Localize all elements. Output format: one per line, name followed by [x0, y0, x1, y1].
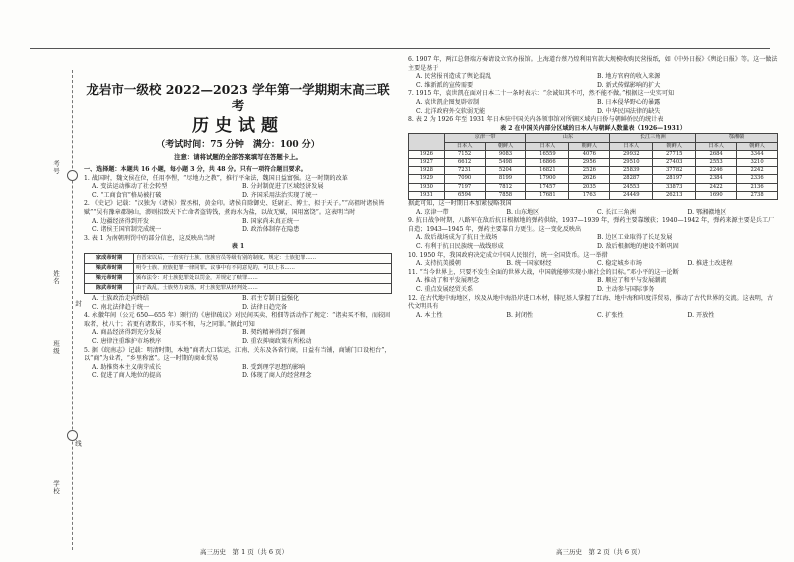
table-cell: 颁布法令：对士族犯罪处以罚金，并规定了赎罪…… — [134, 273, 392, 283]
header-cell — [409, 134, 445, 150]
table-cell: 24553 — [610, 183, 653, 191]
table-row — [409, 150, 778, 158]
table-cell: 7812 — [485, 183, 526, 191]
option: D. 中华民国法律的缺失 — [597, 107, 661, 115]
question-4-options — [84, 329, 392, 346]
page-footer-1: 高三历史 第 1 页（共 6 页） — [200, 548, 289, 556]
table-cell: 2738 — [737, 191, 778, 199]
header-cell: 日本人 — [526, 142, 569, 150]
table-cell: 27403 — [653, 158, 696, 166]
table-row — [409, 175, 778, 183]
option: D. 主动参与国际事务 — [597, 285, 655, 293]
option: D. 齐国采用法治实现了统一 — [242, 191, 318, 199]
header-cell: 朝鲜人 — [737, 142, 778, 150]
table-cell: 由于战乱，士族势力衰落，对士族犯罪从轻判处…… — [134, 283, 392, 293]
option: B. 分封制促进了区域经济发展 — [242, 183, 324, 191]
table-cell: 28287 — [610, 175, 653, 183]
exam-notice: 注意：请将试题的全部答案填写在答题卡上。 — [174, 153, 302, 161]
table-header-row — [409, 134, 778, 142]
table-cell: 1690 — [696, 191, 737, 199]
table-cell: 7858 — [485, 191, 526, 199]
question-5-stem: 5. 据《皖南志》记载：明清时期，本地“商者大口装运，江南、关东及各省行商，日益有当铺，商铺门口设柜台”，以“商”为业者，“乡里称富”。这一时期的商业贸易 — [84, 346, 391, 363]
table-cell: 9083 — [485, 150, 526, 158]
option: D. 鄂湘赣地区 — [687, 208, 727, 216]
table-cell: 17900 — [526, 175, 569, 183]
option: A. 边疆经济得到开发 — [92, 217, 150, 225]
left-column — [84, 56, 392, 381]
table-cell: 1763 — [569, 191, 610, 199]
table-cell: 6594 — [444, 191, 485, 199]
option: D. 法律日趋完备 — [242, 303, 288, 311]
table-cell: 26213 — [653, 191, 696, 199]
table-1 — [84, 253, 392, 294]
question-3-options — [84, 295, 392, 312]
option: C. 扩张性 — [597, 311, 624, 319]
year-cell: 1930 — [409, 183, 445, 191]
option: B. 山东地区 — [506, 208, 540, 216]
table-cell: 7152 — [444, 150, 485, 158]
header-cell: 长江三角洲 — [610, 134, 696, 142]
page-footer-2: 高三历史 第 2 页（共 6 页） — [556, 548, 645, 556]
table-cell: 6612 — [444, 158, 485, 166]
table-cell: 2422 — [696, 183, 737, 191]
option: B. 契约精神得到了强调 — [242, 329, 306, 337]
header-cell: 朝鲜人 — [485, 142, 526, 150]
binding-dashed-line — [72, 70, 73, 550]
top-rule — [30, 48, 770, 49]
table-cell: 2526 — [569, 167, 610, 175]
year-cell: 1928 — [409, 167, 445, 175]
table-cell: 2956 — [569, 158, 610, 166]
table-row — [409, 183, 778, 191]
question-10-options — [408, 260, 778, 269]
table-2-caption: 表 2 在中国关内部分区域的日本人与朝鲜人数量表（1926—1931） — [500, 124, 686, 132]
question-8-stem: 8. 表 2 为 1926 年至 1931 年日本驻中国关内各领事馆对所辖区域内日侨与朝鲜侨民的统计表 — [408, 116, 664, 124]
table-cell: 16559 — [526, 150, 569, 158]
header-cell: 日本人 — [610, 142, 653, 150]
option: A. 京津一带 — [416, 208, 449, 216]
year-cell: 1929 — [409, 175, 445, 183]
table-cell: 明令士族、庶族犯罪一律同罪。议事中有不同意见的，可以上书…… — [134, 263, 392, 273]
table-cell: 5204 — [485, 167, 526, 175]
option: D. 新式传媒影响的扩大 — [597, 81, 661, 89]
table-cell: 7090 — [444, 175, 485, 183]
year-cell: 1931 — [409, 191, 445, 199]
option: B. 统一国家财经 — [506, 260, 552, 268]
question-8-note: 据此可知，这一时期日本加紧侵略我国 — [408, 199, 512, 207]
table-row — [409, 158, 778, 166]
option: C. 促进了商人地位的提高 — [92, 372, 162, 380]
table-cell: 4076 — [569, 150, 610, 158]
mark-feng: 封 — [74, 300, 82, 308]
table-header-row — [409, 142, 778, 150]
table-cell: 2626 — [569, 175, 610, 183]
label-xingming: 姓名 — [52, 270, 60, 285]
option: C. 北洋政府外交软弱无能 — [416, 107, 486, 115]
option: B. 封闭性 — [506, 311, 534, 319]
label-kaohao: 考号 — [52, 160, 60, 175]
option: D. 推进土改进程 — [687, 260, 733, 268]
option: B. 受到理学思想的影响 — [242, 363, 306, 371]
table-cell: 3344 — [737, 150, 778, 158]
option: B. 国家尚未真正统一 — [242, 217, 300, 225]
table-cell: 自晋宋以后，一直实行士族、庶族官员等级有别的制度。规定：士族犯罪…… — [134, 253, 392, 263]
table-2 — [408, 133, 778, 200]
option: C. 有利于抗日民族统一战线形成 — [416, 242, 504, 250]
label-xiao: 学校 — [52, 480, 60, 495]
table-cell: 24449 — [610, 191, 653, 199]
option: A. 袁世凯企图复辟帝制 — [416, 98, 480, 106]
question-3-stem: 3. 表 1 为南朝刑罚中的部分信息，这反映出当时 — [84, 234, 216, 242]
question-9-stem: 9. 抗日战争时期，八路军在敌后抗日根据地的弹药供给，1937—1939 年，弹药主要靠缴获；1940—1942 年，弹药来源主要是兵工厂自造；1943—1945 年，弹药主要靠自力更生。这一变化反映出 — [408, 217, 775, 233]
table-cell: 29510 — [610, 158, 653, 166]
table-cell: 2684 — [696, 150, 737, 158]
header-cell: 京津一带 — [444, 134, 526, 142]
table-row — [85, 253, 392, 263]
option: A. 推动了和平发展理念 — [416, 277, 480, 285]
question-5-options — [84, 364, 392, 381]
option: B. 君主专制日益强化 — [242, 294, 300, 302]
table-cell: 梁元帝时期 — [85, 273, 134, 283]
option: A. 本土性 — [416, 311, 443, 319]
table-cell: 37782 — [653, 167, 696, 175]
table-cell: 33873 — [653, 183, 696, 191]
question-10-stem: 10. 1950 年，我国政府决定成立中国人民银行，统一全国货币。这一举措 — [408, 251, 608, 259]
table-cell: 2136 — [737, 183, 778, 191]
question-2-options — [84, 218, 392, 235]
table-cell: 梁武帝时期 — [85, 263, 134, 273]
year-cell: 1927 — [409, 158, 445, 166]
option: C. 长江三角洲 — [597, 208, 636, 216]
table-row — [85, 273, 392, 283]
table-cell: 2242 — [737, 167, 778, 175]
table-1-caption: 表 1 — [231, 243, 245, 251]
option: A. 士族政治走向终结 — [92, 294, 150, 302]
option: C. 诸侯王国官制完成统一 — [92, 226, 162, 234]
option: B. 日本侵华野心的暴露 — [597, 98, 661, 106]
question-12-stem: 12. 在古代地中海地区，埃及从地中海沿岸进口木材，腓尼基人掌握了红海、地中海和印度洋贸易，推动了古代世界的交流。这表明，古代文明具有 — [408, 294, 774, 311]
header-cell: 日本人 — [444, 142, 485, 150]
table-cell: 16866 — [526, 158, 569, 166]
question-11-options — [408, 277, 778, 294]
table-row — [85, 283, 392, 293]
subject-title: 历史试题 — [192, 116, 284, 136]
binding-circle — [67, 430, 78, 441]
table-cell: 27715 — [653, 150, 696, 158]
option: D. 敌后根据地的建设不断巩固 — [597, 242, 679, 250]
table-cell: 17457 — [526, 183, 569, 191]
table-cell: 家成帝时期 — [85, 253, 134, 263]
exam-info: （考试时间：75 分钟 满分：100 分） — [156, 140, 320, 150]
option: B. 地方官府的收入来源 — [597, 73, 661, 81]
section-heading: 一、选择题：本题共 16 小题，每小题 3 分，共 48 分。只有一项符合题目要求。 — [84, 166, 307, 173]
mark-xian: 线 — [74, 440, 82, 448]
option: C. 稳定城乡市场 — [597, 260, 642, 268]
table-cell: 7231 — [444, 167, 485, 175]
table-cell: 5498 — [485, 158, 526, 166]
label-ban: 班级 — [52, 340, 60, 355]
option: C. 重点发展经贸关系 — [416, 285, 474, 293]
question-12-options — [408, 312, 778, 321]
year-cell: 1926 — [409, 150, 445, 158]
table-2-body — [409, 150, 778, 199]
exam-title: 龙岩市一级校 2022—2023 学年第一学期期末高三联考 — [86, 82, 390, 113]
option: B. 边区工业取得了长足发展 — [597, 234, 673, 242]
question-8-options — [408, 209, 778, 218]
table-cell: 17681 — [526, 191, 569, 199]
table-cell: 3210 — [737, 158, 778, 166]
header-cell: 朝鲜人 — [569, 142, 610, 150]
option: A. 敌后战场成为了抗日主战场 — [416, 234, 498, 242]
right-column — [408, 56, 778, 320]
option: D. 重农抑商政策有所松动 — [242, 337, 312, 345]
table-row — [409, 167, 778, 175]
table-cell: 2553 — [696, 158, 737, 166]
option: B. 顺应了和平与发展潮流 — [597, 277, 667, 285]
option: A. 助推资本主义萌芽成长 — [92, 363, 162, 371]
table-cell: 2035 — [569, 183, 610, 191]
option: D. 开放性 — [687, 311, 715, 319]
table-cell: 29932 — [610, 150, 653, 158]
question-7-options — [408, 99, 778, 116]
option: D. 政治体制存在隐患 — [242, 226, 300, 234]
question-2-stem: 2. 《史记》记载：“汉独为（诸侯）置丞相，黄金印。诸侯自除御史、廷尉正、博士，拟于天子。”“高祖时诸侯皆赋”“吴有豫章郡铜山，濞则招致天下亡命者盗铸钱，煮海水为盐，以故无赋，国用富饶”。这表明当时 — [84, 200, 385, 216]
header-cell: 日本人 — [696, 142, 737, 150]
option: C. 维新派的宣传需要 — [416, 81, 474, 89]
option: C. 唐律注重维护市场秩序 — [92, 337, 162, 345]
option: A. 商品经济得到充分发展 — [92, 329, 162, 337]
header-cell: 山东 — [526, 134, 610, 142]
option: C. “工商食官”格局被打破 — [92, 191, 162, 199]
header-cell: 鄂湘赣 — [696, 134, 778, 142]
table-cell: 2246 — [696, 167, 737, 175]
table-cell: 16821 — [526, 167, 569, 175]
table-cell: 25839 — [610, 167, 653, 175]
table-cell: 28197 — [653, 175, 696, 183]
question-7-stem: 7. 1915 年，袁世凯在面对日本二十一条时表示：“余诚知其不可，然不能不做。”根据这一史实可知 — [408, 90, 675, 98]
question-6-stem: 6. 1907 年，两江总督端方奏请设立官办报馆。上海道台蔡乃煌利用官款大规模收购民营报纸，如《中外日报》《舆论日报》等。这一做法主要是基于 — [408, 56, 778, 72]
table-row — [409, 191, 778, 199]
option: C. 南北法律趋于统一 — [92, 303, 150, 311]
table-row — [85, 263, 392, 273]
option: A. 变法运动推动了社会转型 — [92, 183, 168, 191]
table-cell: 2336 — [737, 175, 778, 183]
binding-circle — [67, 170, 78, 181]
question-1-options — [84, 183, 392, 200]
question-1-stem: 1. 战国时，魏文侯在位，任用李悝，“尽地力之教”，推行平籴法，魏国日益富强。这一时期的改革 — [84, 174, 348, 182]
table-cell: 8199 — [485, 175, 526, 183]
table-cell: 陈武帝时期 — [85, 283, 134, 293]
option: A. 民营报刊造成了舆论混乱 — [416, 73, 492, 81]
header-cell: 朝鲜人 — [653, 142, 696, 150]
question-4-stem: 4. 永徽年间（公元 650—655 年）颁行的《唐律疏议》对民间买卖、租佃等活动作了规定：“诸卖买不和，而较固取者，杖八十；若更有诸欺诈，市买不和，与之同罪。”据此可知 — [84, 312, 391, 328]
option: D. 体现了商人的经营理念 — [242, 372, 312, 380]
question-6-options — [408, 73, 778, 90]
table-cell: 2384 — [696, 175, 737, 183]
question-9-options — [408, 234, 778, 251]
question-11-stem: 11. “当今世界上，只要不发生全面的世界大战，中国就能够实现小康社会的目标。”邓小平的这一论断 — [408, 268, 679, 276]
table-cell: 7197 — [444, 183, 485, 191]
option: A. 支持抗美援朝 — [416, 260, 461, 268]
